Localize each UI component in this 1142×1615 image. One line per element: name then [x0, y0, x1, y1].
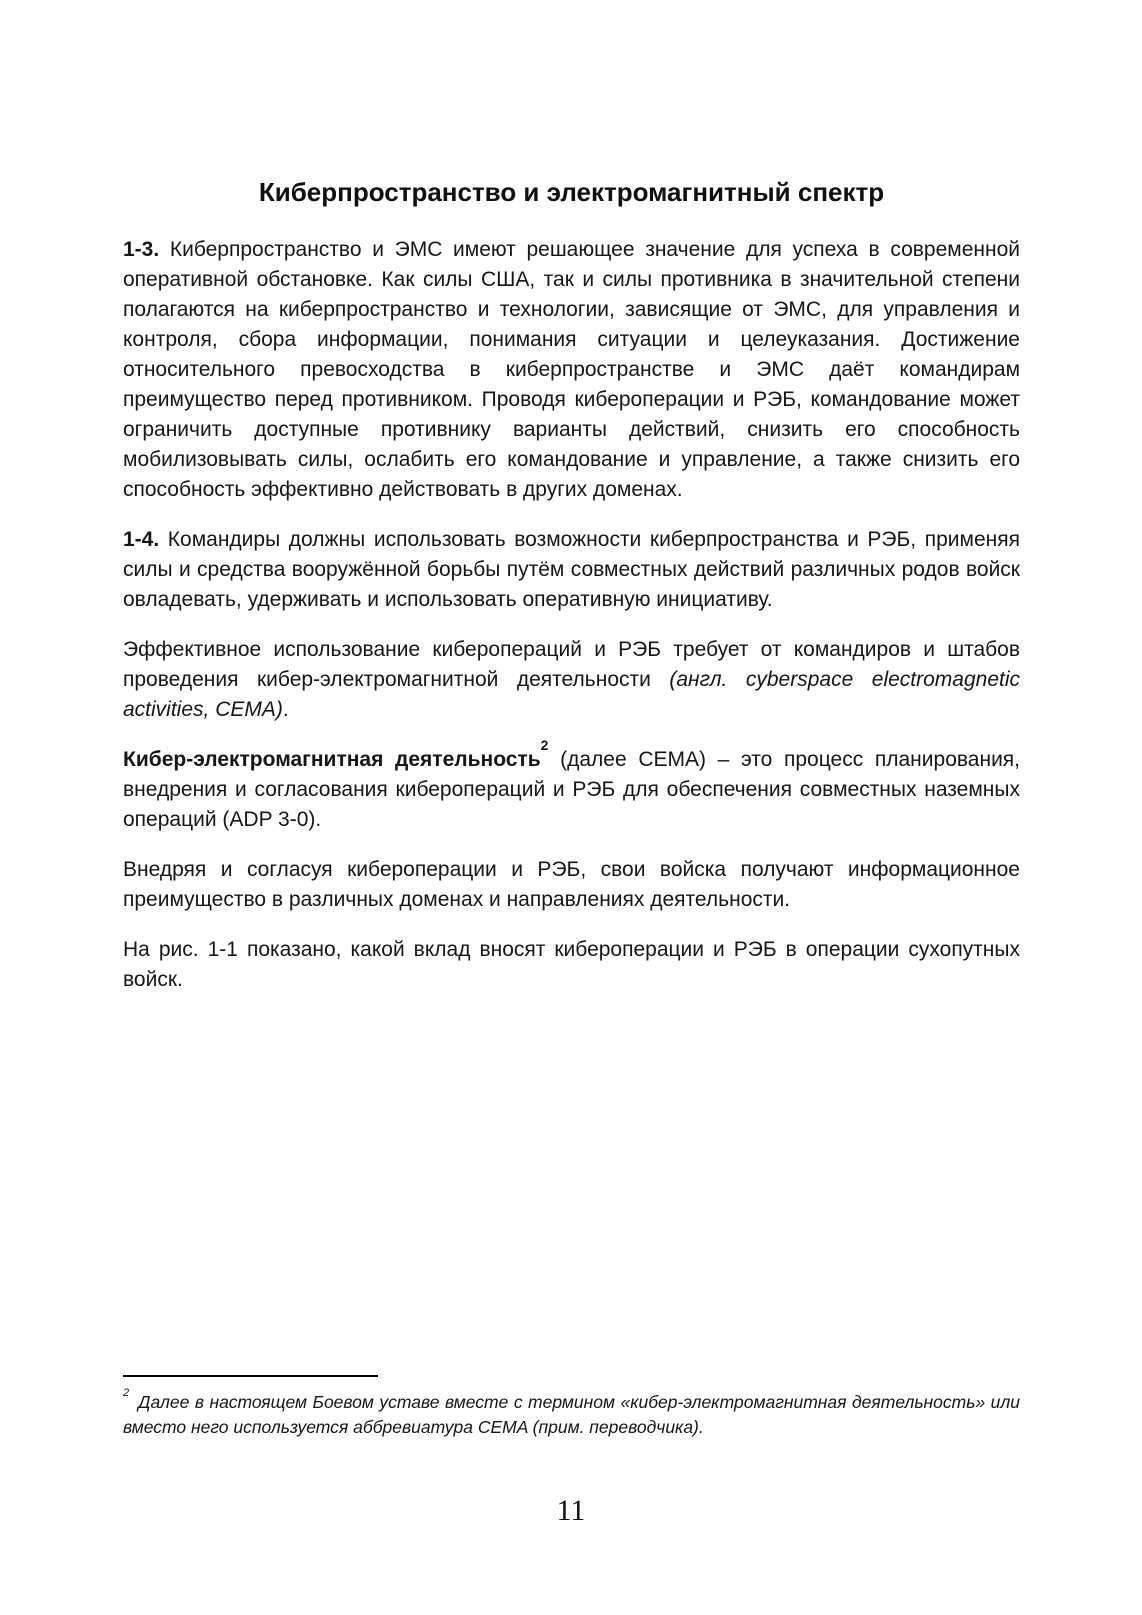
page-title: Киберпространство и электромагнитный спектр	[258, 177, 885, 207]
footnote-reference-superscript: 2	[540, 737, 549, 753]
english-term-italic: (англ. cyberspace electromagnetic activities, CEMA)	[123, 668, 1021, 721]
paragraph-text: (далее CEMA) – это процесс планирования, внедрения и согласования киберопераций и РЭБ для обеспечения совместных наземных операций (ADP 3-0).	[123, 748, 1021, 831]
paragraph-number: 1-4.	[123, 528, 160, 551]
paragraph-figure-reference	[123, 935, 1020, 995]
paragraph-text: .	[282, 698, 289, 721]
paragraph-text: Киберпространство и ЭМС имеют решающее значение для успеха в современной оперативной обстановке. Как силы США, так и силы противника в значительной степени полагаются на киберпространство и технологии, зависящие от ЭМС, для управления и контроля, сбора информации, понимания ситуации и целеуказания. Достижение относительного превосходства в киберпространстве и ЭМС даёт командирам преимущество перед противником. Проводя кибероперации и РЭБ, командование может ограничить доступные противнику варианты действий, снизить его способность мобилизовывать силы, ослабить его командование и управление, а также снизить его способность эффективно действовать в других доменах.	[123, 238, 1020, 501]
page-number: 11	[556, 1494, 586, 1527]
paragraph-cema-definition	[123, 737, 1021, 835]
paragraph-text: Внедряя и согласуя кибероперации и РЭБ, свои войска получают информационное преимущество в различных доменах и направлениях деятельности.	[123, 858, 1020, 911]
footnote-area	[123, 1375, 1020, 1440]
paragraph-1-3	[123, 235, 1020, 505]
term-bold: Кибер-электромагнитная деятельность	[123, 748, 541, 771]
paragraph-number: 1-3.	[123, 238, 160, 261]
footnote-text: Далее в настоящем Боевом уставе вместе с термином «кибер-электромагнитная деятельность» или вместо него используется аббревиатура CEMA (прим. переводчика).	[123, 1392, 1020, 1437]
document-content	[123, 176, 1020, 1015]
footnote	[123, 1387, 1020, 1440]
paragraph-cema-intro	[123, 635, 1020, 725]
footnote-separator-rule	[123, 1375, 378, 1377]
paragraph-information-advantage	[123, 855, 1020, 915]
paragraph-text: Эффективное использование киберопераций и РЭБ требует от командиров и штабов проведения кибер-электромагнитной деятельности	[123, 638, 1020, 691]
footnote-marker: 2	[123, 1387, 130, 1400]
paragraph-text: На рис. 1-1 показано, какой вклад вносят кибероперации и РЭБ в операции сухопутных войск.	[123, 938, 1020, 991]
paragraph-1-4	[123, 525, 1020, 615]
paragraph-text: Командиры должны использовать возможности киберпространства и РЭБ, применяя силы и средства вооружённой борьбы путём совместных действий различных родов войск овладевать, удерживать и использовать оперативную инициативу.	[123, 528, 1020, 611]
